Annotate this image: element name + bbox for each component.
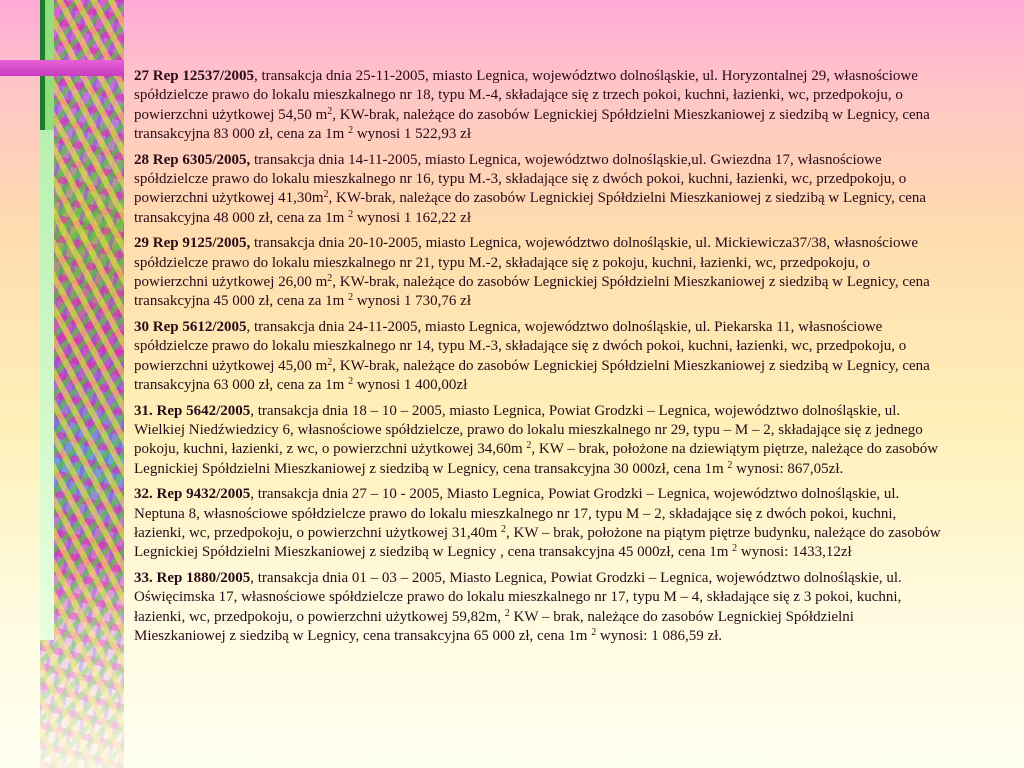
superscript: 2 xyxy=(591,626,597,638)
transaction-entry xyxy=(134,151,946,229)
superscript: 2 xyxy=(327,356,333,368)
entry-text: wynosi: 1433,12zł xyxy=(737,544,852,561)
entry-text: wynosi 1 400,00zł xyxy=(353,377,468,394)
transaction-entry xyxy=(134,234,946,312)
superscript: 2 xyxy=(323,189,329,201)
entry-text: , transakcja dnia 25-11-2005, miasto Legnica, województwo dolnośląskie, ul. Horyzontalnej 29, własnościowe spółdzielcze prawo do lokalu mieszkalnego nr 18, typu M.-4, składające się z trzech pokoi, kuchni, łazienki, wc, przedpokoju, o powierzchni użytkowej 54,50 m xyxy=(134,68,918,123)
entry-text: wynosi 1 730,76 zł xyxy=(353,293,472,310)
decorative-horizontal-bar xyxy=(0,60,124,76)
transaction-entry xyxy=(134,402,946,480)
entry-text: , transakcja dnia 18 – 10 – 2005, miasto Legnica, Powiat Grodzki – Legnica, województwo dolnośląskie, ul. Wielkiej Niedźwiedzicy 6, własnościowe spółdzielcze, prawo do lokalu mieszkalnego nr 29, typu – M – 2, składające się z jednego pokoju, kuchni, łazienki, z wc, o powierzchni użytkowej 34,60m xyxy=(134,402,923,458)
entry-id: 31. Rep 5642/2005 xyxy=(134,402,251,419)
entry-text: wynosi 1 522,93 zł xyxy=(353,126,472,143)
entry-text: , KW-brak, należące do zasobów Legnickiej Spółdzielni Mieszkaniowej z siedzibą w Legnicy, cena transakcyjna 63 000 zł, cena za 1m xyxy=(134,357,930,394)
superscript: 2 xyxy=(727,459,733,471)
superscript: 2 xyxy=(348,208,354,220)
superscript: 2 xyxy=(732,543,738,555)
superscript: 2 xyxy=(348,125,354,137)
transactions-text xyxy=(134,67,946,652)
entry-text: , KW – brak, położone na piątym piętrze budynku, należące do zasobów Legnickiej Spółdzielni Mieszkaniowej z siedzibą w Legnicy , cena transakcyjna 45 000zł, cena 1m xyxy=(134,524,941,561)
entry-id: 27 Rep 12537/2005 xyxy=(134,68,254,84)
superscript: 2 xyxy=(327,273,333,285)
entry-text: , transakcja dnia 24-11-2005, miasto Legnica, województwo dolnośląskie, ul. Piekarska 11, własnościowe spółdzielcze prawo do lokalu mieszkalnego nr 14, typu M.-3, składające się z dwóch pokoi, kuchni, łazienki, wc, przedpokoju, o powierzchni użytkowej 45,00 m xyxy=(134,318,907,374)
decorative-vertical-bar-highlight xyxy=(40,130,54,640)
entry-id: 29 Rep 9125/2005, xyxy=(134,235,251,252)
entry-id: 30 Rep 5612/2005 xyxy=(134,318,247,335)
transaction-entry xyxy=(134,67,946,145)
entry-id: 32. Rep 9432/2005 xyxy=(134,486,251,503)
superscript: 2 xyxy=(504,607,510,619)
entry-text: wynosi 1 162,22 zł xyxy=(353,209,472,226)
entry-text: transakcja dnia 14-11-2005, miasto Legnica, województwo dolnośląskie,ul. Gwiezdna 17, własnościowe spółdzielcze prawo do lokalu mieszkalnego nr 16, typu M.-3, składające się z dwóch pokoi, kuchni, łazienki, wc, przedpokoju, o powierzchni użytkowej 41,30m xyxy=(134,151,907,207)
superscript: 2 xyxy=(500,523,506,535)
entry-text: KW – brak, należące do zasobów Legnickiej Spółdzielni Mieszkaniowej z siedzibą w Legnicy, cena transakcyjna 65 000 zł, cena 1m xyxy=(134,608,854,644)
entry-id: 28 Rep 6305/2005, xyxy=(134,151,251,168)
transaction-entry xyxy=(134,485,946,563)
superscript: 2 xyxy=(348,292,354,304)
entry-text: , KW-brak, należące do zasobów Legnickiej Spółdzielni Mieszkaniowej z siedzibą w Legnicy, cena transakcyjna 48 000 zł, cena za 1m xyxy=(134,190,927,226)
entry-id: 33. Rep 1880/2005 xyxy=(134,569,251,586)
superscript: 2 xyxy=(348,376,354,388)
superscript: 2 xyxy=(526,440,532,452)
entry-text: , KW-brak, należące do zasobów Legnickiej Spółdzielni Mieszkaniowej z siedzibą w Legnicy, cena transakcyjna 45 000 zł, cena za 1m xyxy=(134,274,930,310)
entry-text: wynosi: 867,05zł. xyxy=(732,460,844,477)
superscript: 2 xyxy=(327,105,333,117)
entry-text: , transakcja dnia 01 – 03 – 2005, Miasto Legnica, Powiat Grodzki – Legnica, województwo dolnośląskie, ul. Oświęcimska 17, własnościowe spółdzielcze prawo do lokalu mieszkalnego nr 17, typu M – 4, składające się z 3 pokoi, kuchni, łazienki, wc, przedpokoju, o powierzchni użytkowej 59,82m, xyxy=(134,569,902,625)
transaction-entry xyxy=(134,569,946,647)
entry-text: , transakcja dnia 27 – 10 - 2005, Miasto Legnica, Powiat Grodzki – Legnica, województwo dolnośląskie, ul. Neptuna 8, własnościowe spółdzielcze prawo do lokalu mieszkalnego nr 17, typu M – 2, składające się z dwóch pokoi, kuchni, łazienki, wc, przedpokoju, o powierzchni użytkowej 31,40m xyxy=(134,486,900,541)
entry-text: , KW – brak, położone na dziewiątym piętrze, należące do zasobów Legnickiej Spółdzielni Mieszkaniowej z siedzibą w Legnicy, cena transakcyjna 30 000zł, cena 1m xyxy=(134,441,939,477)
entry-text: , KW-brak, należące do zasobów Legnickiej Spółdzielni Mieszkaniowej z siedzibą w Legnicy, cena transakcyjna 83 000 zł, cena za 1m xyxy=(134,106,930,143)
transaction-entry xyxy=(134,318,946,396)
entry-text: wynosi: 1 086,59 zł. xyxy=(596,627,723,644)
entry-text: transakcja dnia 20-10-2005, miasto Legnica, województwo dolnośląskie, ul. Mickiewicza37/38, własnościowe spółdzielcze prawo do lokalu mieszkalnego nr 21, typu M.-2, składające się z pokoju, kuchni, łazienki, wc, przedpokoju, o powierzchni użytkowej 26,00 m xyxy=(134,235,918,291)
